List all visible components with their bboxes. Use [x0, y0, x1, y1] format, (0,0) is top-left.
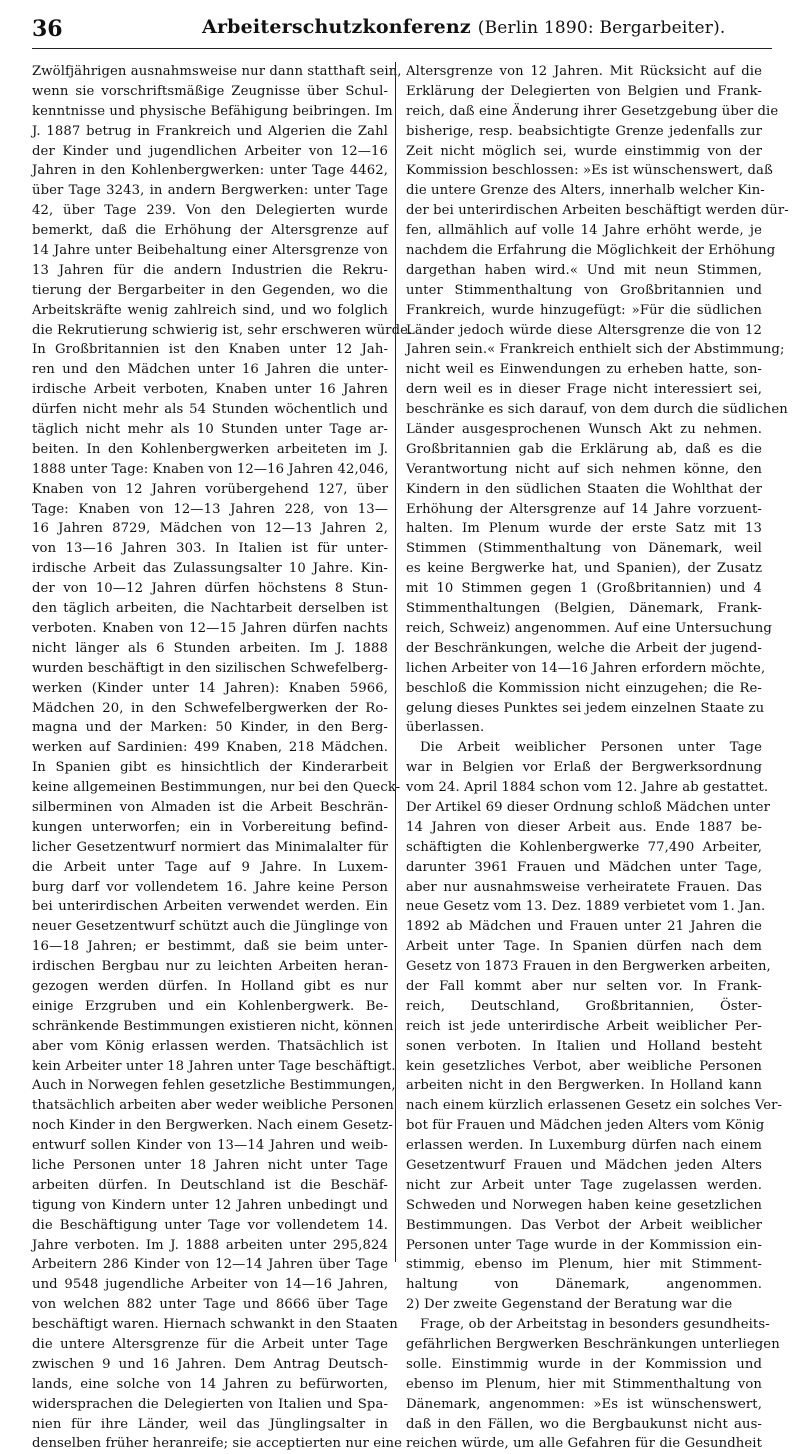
text-line: Kommission beschlossen: »Es ist wünschenswert, daß: [406, 163, 773, 179]
text-line: Gesetz von 1873 Frauen in den Bergwerken arbeiten,: [406, 959, 771, 975]
text-line: Bestimmungen. Das Verbot der Arbeit weiblicher: [406, 1217, 762, 1233]
text-line: neuer Gesetzentwurf schützt auch die Jünglinge von: [32, 919, 388, 935]
text-line: Auch in Norwegen fehlen gesetzliche Bestimmungen,: [32, 1078, 396, 1094]
text-line: Verantwortung nicht auf sich nehmen könne, den: [406, 461, 762, 477]
text-line: unter Stimmenthaltung von Großbritannien und: [406, 282, 762, 298]
text-line: war in Belgien vor Erlaß der Bergwerksordnung: [406, 760, 762, 776]
text-line: Altersgrenze von 12 Jahren. Mit Rücksicht auf die: [406, 64, 762, 79]
running-title: [202, 16, 726, 38]
text-line: reich, daß eine Änderung ihrer Gesetzgebung über die: [406, 103, 779, 119]
text-line: Stimmen (Stimmenthaltung von Dänemark, weil: [406, 541, 762, 557]
text-line: die Arbeit unter Tage auf 9 Jahre. In Luxem-: [32, 859, 388, 875]
text-line: gefährlichen Bergwerken Beschränkungen unterliegen: [406, 1337, 780, 1352]
text-line: aber vom König erlassen werden. Thatsächlich ist: [32, 1038, 388, 1054]
text-line: beschloß die Kommission nicht einzugehen; die Re-: [406, 680, 762, 696]
text-line: 1888 unter Tage: Knaben von 12—16 Jahren 42,046,: [32, 461, 389, 477]
text-line: der Kinder und jugendlichen Arbeiter von 12—16: [32, 143, 388, 159]
text-line: nicht zur Arbeit unter Tage zugelassen werden.: [406, 1177, 762, 1193]
text-line: Der Artikel 69 dieser Ordnung schloß Mädchen unter: [406, 799, 770, 815]
text-line: Jahren sein.« Frankreich enthielt sich der Abstimmung;: [406, 342, 785, 358]
text-line: reichen würde, um alle Gefahren für die Gesundheit: [406, 1436, 762, 1452]
text-line: von welchen 882 unter Tage und 8666 über Tage: [32, 1297, 388, 1313]
text-line: tierung der Bergarbeiter in den Gegenden, wo die: [32, 282, 388, 298]
text-line: bemerkt, daß die Erhöhung der Altersgrenze auf: [32, 223, 388, 239]
text-line: kenntnisse und physische Befähigung beibringen. Im: [32, 103, 393, 119]
text-line: täglich nicht mehr als 10 Stunden unter Tage ar-: [32, 422, 388, 438]
text-line: tigung von Kindern unter 12 Jahren unbedingt und: [32, 1197, 388, 1213]
text-line: verboten. Knaben von 12—15 Jahren dürfen nachts: [32, 620, 388, 636]
text-line: 16 Jahren 8729, Mädchen von 12—13 Jahren 2,: [32, 521, 388, 537]
text-line: und 9548 jugendliche Arbeiter von 14—16 Jahren,: [32, 1277, 388, 1293]
text-line: Länder ausgesprochenen Wunsch Akt zu nehmen.: [406, 422, 762, 438]
text-line: irdischen Bergbau nur zu leichten Arbeiten heran-: [32, 959, 388, 975]
text-line: lichen Arbeiter von 14—16 Jahren erfordern möchte,: [406, 660, 766, 676]
text-line: fen, allmählich auf volle 14 Jahre erhöht werde, je: [406, 223, 762, 239]
text-line: kein gesetzliches Verbot, aber weibliche Personen: [406, 1058, 762, 1074]
header-rule: [32, 48, 772, 49]
text-line: darunter 3961 Frauen und Mädchen unter Tage,: [406, 859, 762, 875]
text-line: Tage: Knaben von 12—13 Jahren 228, von 13—: [32, 501, 388, 517]
text-line: schäftigten die Kohlenbergwerke 77,490 Arbeiter,: [406, 839, 762, 855]
text-line: Arbeit unter Tage. In Spanien dürfen nach dem: [406, 939, 762, 955]
text-line: die Beschäftigung unter Tage vor vollendetem 14.: [32, 1217, 388, 1233]
text-line: Schweden und Norwegen haben keine gesetzlichen: [406, 1197, 762, 1213]
text-line: denselben früher heranreife; sie acceptierten nur eine: [32, 1436, 403, 1452]
text-line: liche Personen unter 18 Jahren nicht unter Tage: [32, 1157, 388, 1173]
text-line: Dänemark, angenommen: »Es ist wünschenswert,: [406, 1396, 762, 1412]
text-line: beschränke es sich darauf, von dem durch die südlichen: [406, 402, 788, 418]
text-line: Die Arbeit weiblicher Personen unter Tage: [420, 740, 762, 756]
text-line: bisherige, resp. beabsichtigte Grenze jedenfalls zur: [406, 123, 762, 139]
text-line: beschäftigt waren. Hiernach schwankt in den Staaten: [32, 1317, 398, 1333]
text-line: thatsächlich arbeiten aber weder weibliche Personen: [32, 1098, 394, 1114]
text-line: 16—18 Jahren; er bestimmt, daß sie beim unter-: [32, 939, 388, 955]
text-line: In Großbritannien ist den Knaben unter 12 Jah-: [32, 342, 388, 358]
text-line: ren und den Mädchen unter 16 Jahren die unter-: [32, 362, 388, 378]
text-line: 14 Jahren von dieser Arbeit aus. Ende 1887 be-: [406, 819, 762, 835]
text-line: die untere Grenze des Alters, innerhalb welcher Kin-: [406, 183, 765, 199]
text-line: neue Gesetz vom 13. Dez. 1889 verbietet vom 1. Jan.: [406, 899, 766, 915]
text-line: gelung dieses Punktes sei jedem einzelnen Staate zu: [406, 700, 765, 716]
text-line: Zeit nicht möglich sei, wurde einstimmig von der: [406, 143, 762, 159]
text-line: ebenso im Plenum, hier mit Stimmenthaltung von: [406, 1376, 762, 1392]
text-line: werken (Kinder unter 14 Jahren): Knaben 5966,: [32, 680, 388, 696]
text-line: Kindern in den südlichen Staaten die Wohlthat der: [406, 481, 762, 497]
text-line: irdische Arbeit das Zulassungsalter 10 Jahre. Kin-: [32, 561, 388, 577]
text-line: die untere Altersgrenze für die Arbeit unter Tage: [32, 1337, 388, 1352]
text-line: widersprachen die Delegierten von Italien und Spa-: [32, 1396, 388, 1412]
text-line: erlassen werden. In Luxemburg dürfen nach einem: [406, 1138, 762, 1154]
text-line: werken auf Sardinien: 499 Knaben, 218 Mädchen.: [32, 740, 388, 756]
text-line: nien für ihre Länder, weil das Jünglingsalter in: [32, 1416, 388, 1432]
text-line: Frankreich, wurde hinzugefügt: »Für die südlichen: [406, 302, 762, 318]
text-line: wenn sie vorschriftsmäßige Zeugnisse über Schul-: [32, 83, 388, 99]
text-line: die Rekrutierung schwierig ist, sehr erschweren würde.: [32, 322, 413, 338]
text-line: Großbritannien gab die Erklärung ab, daß es die: [406, 441, 762, 457]
text-line: arbeiten nicht in den Bergwerken. In Holland kann: [406, 1078, 762, 1094]
text-line: der Fall kommt aber nur selten vor. In Frank-: [406, 978, 762, 994]
text-line: der bei unterirdischen Arbeiten beschäftigt werden dür-: [406, 203, 789, 219]
text-line: keine allgemeinen Bestimmungen, nur bei den Queck-: [32, 780, 401, 796]
text-line: von 13—16 Jahren 303. In Italien ist für unter-: [32, 541, 388, 557]
text-line: reich ist jede unterirdische Arbeit weiblicher Per-: [406, 1018, 762, 1034]
text-line: nicht länger als 6 Stunden arbeiten. Im J. 1888: [32, 640, 388, 656]
text-line: reich, Schweiz) angenommen. Auf eine Untersuchung: [406, 620, 772, 636]
text-line: Frage, ob der Arbeitstag in besonders gesundheits-: [420, 1317, 770, 1333]
text-line: stimmig, ebenso im Plenum, hier mit Stimment-: [406, 1257, 762, 1273]
text-line: gezogen werden dürfen. In Holland gibt es nur: [32, 978, 388, 994]
text-line: es keine Bergwerke hat, und Spanien), der Zusatz: [406, 561, 762, 577]
text-line: Gesetzentwurf Frauen und Mädchen jeden Alters: [406, 1157, 762, 1173]
text-line: halten. Im Plenum wurde der erste Satz mit 13: [406, 521, 762, 537]
text-line: über Tage 3243, in andern Bergwerken: unter Tage: [32, 183, 388, 199]
text-line: kein Arbeiter unter 18 Jahren unter Tage beschäftigt.: [32, 1058, 396, 1074]
text-line: 13 Jahren für die andern Industrien die Rekru-: [32, 262, 388, 278]
text-line: Jahren in den Kohlenbergwerken: unter Tage 4462,: [32, 163, 388, 179]
text-line: In Spanien gibt es hinsichtlich der Kinderarbeit: [32, 760, 388, 776]
text-line: reich, Deutschland, Großbritannien, Öster-: [406, 998, 762, 1014]
text-line: lands, eine solche von 14 Jahren zu befürworten,: [32, 1376, 388, 1392]
text-line: dargethan haben wird.« Und mit neun Stimmen,: [406, 262, 762, 278]
text-line: dern weil es in dieser Frage nicht interessiert sei,: [406, 382, 762, 398]
text-line: noch Kinder in den Bergwerken. Nach einem Gesetz-: [32, 1118, 393, 1134]
running-title-sub: (Berlin 1890: Bergarbeiter).: [477, 18, 726, 38]
text-line: Arbeitskräfte wenig zahlreich sind, und wo folglich: [32, 302, 388, 318]
text-line: überlassen.: [406, 720, 485, 736]
text-line: 14 Jahre unter Beibehaltung einer Altersgrenze von: [32, 243, 388, 259]
text-line: 1892 ab Mädchen und Frauen unter 21 Jahren die: [406, 919, 762, 935]
text-line: daß in den Fällen, wo die Bergbaukunst nicht aus-: [406, 1416, 762, 1432]
text-line: Jahre verboten. Im J. 1888 arbeiten unter 295,824: [32, 1237, 388, 1253]
running-title-main: Arbeiterschutzkonferenz: [202, 16, 471, 38]
text-line: burg darf vor vollendetem 16. Jahre keine Person: [32, 879, 388, 895]
text-line: mit 10 Stimmen gegen 1 (Großbritannien) und 4: [406, 581, 762, 597]
text-line: nicht weil es Einwendungen zu erheben hatte, son-: [406, 362, 762, 378]
text-line: entwurf sollen Kinder von 13—14 Jahren und weib-: [32, 1138, 388, 1154]
text-line: der von 10—12 Jahren dürfen höchstens 8 Stun-: [32, 581, 388, 597]
text-line: solle. Einstimmig wurde in der Kommission und: [406, 1356, 762, 1372]
text-line: haltung von Dänemark, angenommen.: [406, 1277, 762, 1293]
text-line: Knaben von 12 Jahren vorübergehend 127, über: [32, 481, 388, 497]
text-line: einige Erzgruben und ein Kohlenbergwerk. Be-: [32, 998, 388, 1014]
text-line: 42, über Tage 239. Von den Delegierten wurde: [32, 203, 388, 219]
text-line: magna und der Marken: 50 Kinder, in den Berg-: [32, 720, 388, 736]
text-line: bot für Frauen und Mädchen jeden Alters vom König: [406, 1118, 765, 1134]
text-line: zwischen 9 und 16 Jahren. Dem Antrag Deutsch-: [32, 1356, 388, 1372]
text-line: irdische Arbeit verboten, Knaben unter 16 Jahren: [32, 382, 388, 398]
column-divider: [395, 62, 396, 1262]
text-line: Erklärung der Delegierten von Belgien und Frank-: [406, 83, 762, 99]
running-header: [32, 10, 772, 50]
text-line: bei unterirdischen Arbeiten verwendet werden. Ein: [32, 899, 388, 915]
text-line: nach einem kürzlich erlassenen Gesetz ein solches Ver-: [406, 1098, 783, 1114]
page-number: 36: [32, 16, 63, 42]
text-line: nachdem die Erfahrung die Möglichkeit der Erhöhung: [406, 243, 776, 259]
text-line: der Beschränkungen, welche die Arbeit der jugend-: [406, 640, 762, 656]
text-line: Arbeitern 286 Kinder von 12—14 Jahren über Tage: [32, 1257, 388, 1273]
text-line: arbeiten dürfen. In Deutschland ist die Beschäf-: [32, 1177, 388, 1193]
text-line: Erhöhung der Altersgrenze auf 14 Jahre vorzuent-: [406, 501, 762, 517]
text-line: beiten. In den Kohlenbergwerken arbeiteten im J.: [32, 441, 388, 457]
text-line: Zwölfjährigen ausnahmsweise nur dann statthaft sein,: [32, 64, 402, 79]
text-line: schränkende Bestimmungen existieren nicht, können: [32, 1018, 394, 1034]
text-line: licher Gesetzentwurf normiert das Minimalalter für: [32, 839, 388, 855]
text-line: wurden beschäftigt in den sizilischen Schwefelberg-: [32, 660, 388, 676]
left-column: [32, 62, 413, 1452]
text-line: aber nur ausnahmsweise verheiratete Frauen. Das: [406, 879, 762, 895]
text-line: silberminen von Almaden ist die Arbeit Beschrän-: [32, 799, 388, 815]
text-line: sonen verboten. In Italien und Holland besteht: [406, 1038, 762, 1054]
right-column: [406, 62, 789, 1452]
text-line: Personen unter Tage wurde in der Kommission ein-: [406, 1237, 762, 1253]
text-line: J. 1887 betrug in Frankreich und Algerien die Zahl: [32, 123, 388, 139]
text-line: dürfen nicht mehr als 54 Stunden wöchentlich und: [32, 402, 388, 418]
text-line: vom 24. April 1884 schon vom 12. Jahre ab gestattet.: [406, 780, 769, 796]
text-line: Länder jedoch würde diese Altersgrenze die von 12: [406, 322, 762, 338]
text-line: Stimmenthaltungen (Belgien, Dänemark, Frank-: [406, 601, 762, 617]
text-line: kungen unterworfen; ein in Vorbereitung befind-: [32, 819, 388, 835]
text-line: 2) Der zweite Gegenstand der Beratung war die: [406, 1297, 733, 1313]
text-line: den täglich arbeiten, die Nachtarbeit derselben ist: [32, 601, 388, 617]
text-line: Mädchen 20, in den Schwefelbergwerken der Ro-: [32, 700, 388, 716]
